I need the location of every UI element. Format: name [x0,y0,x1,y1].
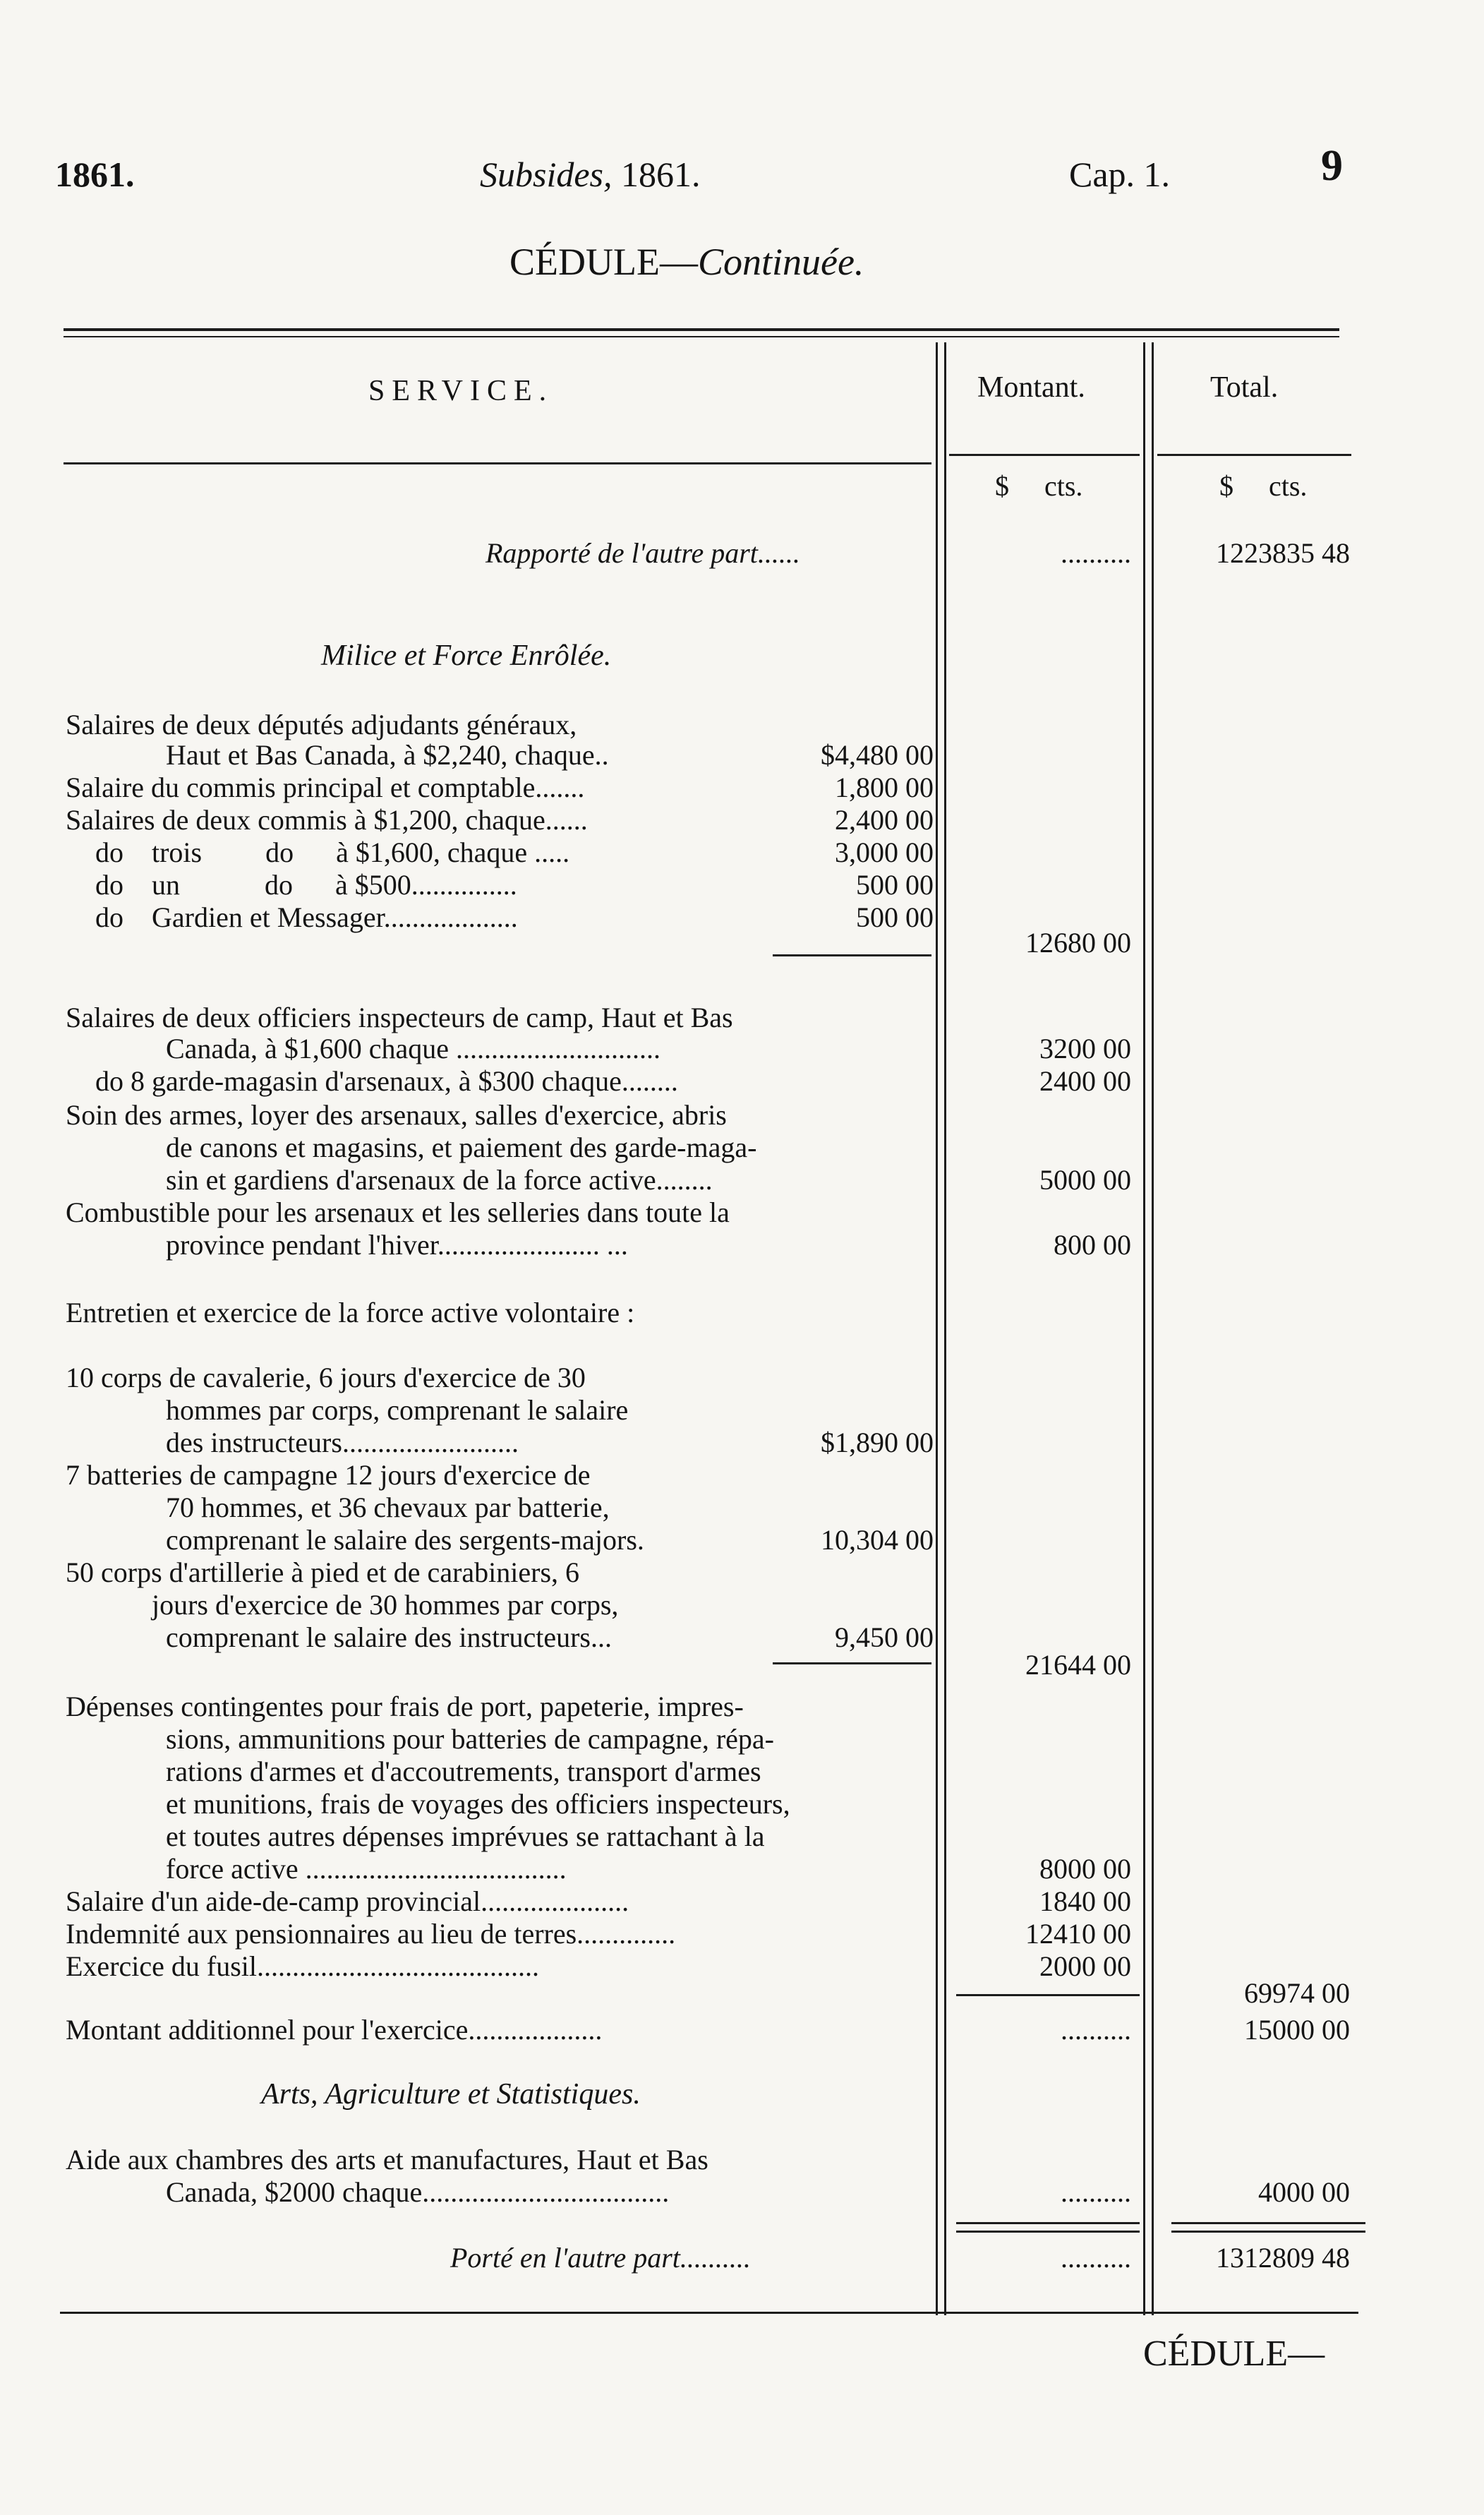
schedule-title-main: CÉDULE— [509,241,698,283]
inspect-line [0,1228,1484,1263]
milice-line [0,771,1484,806]
milice-subtotal-row [0,926,1484,961]
total-units: $ cts. [1219,470,1308,502]
inspect-line-montant: 3200 00 [1039,1033,1131,1064]
inspect-line [0,1196,1484,1231]
depenses-line-text: sions, ammunitions pour batteries de campagne, répa- [166,1723,774,1755]
header-chapter: Cap. 1. [1069,155,1171,194]
row-carried-forward [0,2241,1484,2276]
depenses-line-text: rations d'armes et d'accoutrements, transport d'armes [166,1755,761,1787]
brought-forward-label: Rapporté de l'autre part...... [485,537,800,569]
final-rule [1171,2222,1365,2224]
header-title [480,154,701,195]
volunteer-line [0,1523,1484,1559]
row-brought-forward [0,536,1484,572]
depenses-line-montant: 8000 00 [1039,1853,1131,1885]
arts-total: 4000 00 [1258,2176,1350,2208]
depenses-line-text: et munitions, frais de voyages des officiers inspecteurs, [166,1788,790,1820]
volunteer-line-text: 10 corps de cavalerie, 6 jours d'exercice de 30 [66,1362,586,1393]
volunteer-line-text: des instructeurs......................... [166,1427,519,1458]
depenses-line-text: Exercice du fusil........................................ [66,1950,539,1982]
schedule-title [509,240,864,284]
volunteer-line-amount: $1,890 00 [821,1427,934,1458]
volunteer-line [0,1426,1484,1461]
depenses-line [0,1917,1484,1952]
inspect-line-text: de canons et magasins, et paiement des garde-maga- [166,1132,757,1163]
arts-line [0,2175,1484,2211]
final-rule [956,2231,1140,2233]
milice-line-amount: 500 00 [856,869,934,901]
depenses-line [0,1690,1484,1725]
depenses-line-montant: 12410 00 [1025,1918,1131,1950]
top-rule [64,328,1339,331]
row-additional [0,2013,1484,2048]
milice-line-text: do trois do à $1,600, chaque ..... [95,836,570,868]
milice-line-amount: 1,800 00 [835,772,934,803]
brought-forward-montant: .......... [1061,537,1131,569]
depenses-line [0,1885,1484,1920]
inspect-line-text: Canada, à $1,600 chaque ............................. [166,1033,660,1064]
inspect-line [0,1163,1484,1199]
additional-label: Montant additionnel pour l'exercice................... [66,2014,603,2046]
column-total-heading: Total. [1210,371,1279,404]
inspect-line-text: sin et gardiens d'arsenaux de la force active........ [166,1164,713,1196]
depenses-line-montant: 2000 00 [1039,1950,1131,1982]
volunteer-line-text: hommes par corps, comprenant le salaire [166,1394,629,1426]
inspect-line-text: do 8 garde-magasin d'arsenaux, à $300 chaque........ [95,1065,678,1097]
depenses-line [0,1722,1484,1758]
inspect-line [0,1098,1484,1134]
heading-rule-total [1157,454,1351,456]
section-milice-heading: Milice et Force Enrôlée. [321,640,612,672]
arts-line [0,2143,1484,2178]
montant-units: $ cts. [995,470,1083,502]
depenses-line-text: force active ..................................... [166,1853,567,1885]
milice-total: 69974 00 [1244,1977,1350,2009]
final-rule [1171,2231,1365,2233]
milice-line-text: Salaires de deux commis à $1,200, chaque...... [66,804,588,836]
inspect-line [0,1064,1484,1100]
additional-total: 15000 00 [1244,2014,1350,2046]
milice-line-amount: 3,000 00 [835,836,934,868]
volunteer-line-amount: 10,304 00 [821,1524,934,1556]
milice-line-text: do Gardien et Messager................... [95,901,518,933]
depenses-line [0,1755,1484,1790]
milice-line-amount: $4,480 00 [821,739,934,771]
milice-line [0,803,1484,839]
milice-line [0,738,1484,774]
depenses-line [0,1787,1484,1823]
arts-montant: .......... [1061,2176,1131,2208]
inspect-line-text: Combustible pour les arsenaux et les selleries dans toute la [66,1196,730,1228]
volunteer-line [0,1393,1484,1429]
inspect-line [0,1001,1484,1036]
schedule-title-continued: Continuée. [697,241,864,283]
header-title-italic: Subsides, [480,155,613,194]
section-arts-heading: Arts, Agriculture et Statistiques. [261,2078,641,2111]
milice-subtotal: 12680 00 [1025,927,1131,959]
inspect-line-text: Salaires de deux officiers inspecteurs de camp, Haut et Bas [66,1002,733,1033]
depenses-line [0,1852,1484,1887]
milice-line-text: do un do à $500............... [95,869,517,901]
inspect-line [0,1032,1484,1067]
depenses-line-text: Indemnité aux pensionnaires au lieu de terres.............. [66,1918,676,1950]
final-rule [956,2222,1140,2224]
inspect-line-text: province pendant l'hiver....................... ... [166,1229,628,1261]
entretien-heading: Entretien et exercice de la force active volontaire : [66,1297,635,1328]
milice-line-text: Haut et Bas Canada, à $2,240, chaque.. [166,739,609,771]
volunteer-line [0,1556,1484,1591]
depenses-line-montant: 1840 00 [1039,1885,1131,1917]
volunteer-line-text: 70 hommes, et 36 chevaux par batterie, [166,1491,610,1523]
volunteer-line [0,1458,1484,1494]
milice-line-amount: 2,400 00 [835,804,934,836]
depenses-line [0,1820,1484,1855]
milice-line [0,868,1484,904]
entretien-heading-row [0,1296,1484,1331]
header-year: 1861. [55,155,135,194]
heading-rule-service [64,462,931,464]
depenses-line-text: Dépenses contingentes pour frais de port, papeterie, impres- [66,1691,744,1722]
column-service-heading: SERVICE. [368,375,554,407]
volunteer-line [0,1588,1484,1623]
milice-line-text: Salaires de deux députés adjudants généraux, [66,709,577,740]
milice-line-text: Salaire du commis principal et comptable....... [66,772,585,803]
volunteer-line-text: comprenant le salaire des instructeurs... [166,1621,612,1653]
inspect-line-montant: 2400 00 [1039,1065,1131,1097]
volunteer-line-text: 50 corps d'artillerie à pied et de carabiniers, 6 [66,1556,580,1588]
depenses-line-text: et toutes autres dépenses imprévues se rattachant à la [166,1820,765,1852]
inspect-line [0,1131,1484,1166]
brought-forward-total: 1223835 48 [1216,537,1350,569]
bottom-rule [60,2312,1358,2314]
depenses-line-text: Salaire d'un aide-de-camp provincial..................... [66,1885,629,1917]
volunteer-subtotal: 21644 00 [1025,1649,1131,1681]
volunteer-line-amount: 9,450 00 [835,1621,934,1653]
volunteer-line-text: comprenant le salaire des sergents-majors. [166,1524,644,1556]
top-rule-thin [64,336,1339,337]
volunteer-subtotal-row [0,1648,1484,1683]
volunteer-line [0,1491,1484,1526]
carried-forward-total: 1312809 48 [1216,2242,1350,2274]
milice-line [0,836,1484,871]
carried-forward-montant: .......... [1061,2242,1131,2274]
milice-line-amount: 500 00 [856,901,934,933]
additional-montant: .......... [1061,2014,1131,2046]
arts-line-text: Aide aux chambres des arts et manufactures, Haut et Bas [66,2144,708,2175]
milice-total-row [0,1976,1484,2012]
heading-rule-montant [949,454,1140,456]
inspect-line-text: Soin des armes, loyer des arsenaux, salles d'exercice, abris [66,1099,727,1131]
arts-line-text: Canada, $2000 chaque................................... [166,2176,670,2208]
page-number: 9 [1321,142,1343,190]
volunteer-line [0,1361,1484,1396]
volunteer-line-text: 7 batteries de campagne 12 jours d'exercice de [66,1459,591,1491]
inspect-line-montant: 5000 00 [1039,1164,1131,1196]
carried-forward-label: Porté en l'autre part.......... [450,2242,751,2274]
footer-catchword: CÉDULE— [1143,2334,1325,2374]
volunteer-line-text: jours d'exercice de 30 hommes par corps, [152,1589,619,1621]
header-title-year: 1861. [621,155,701,194]
inspect-line-montant: 800 00 [1054,1229,1131,1261]
column-montant-heading: Montant. [977,371,1085,404]
